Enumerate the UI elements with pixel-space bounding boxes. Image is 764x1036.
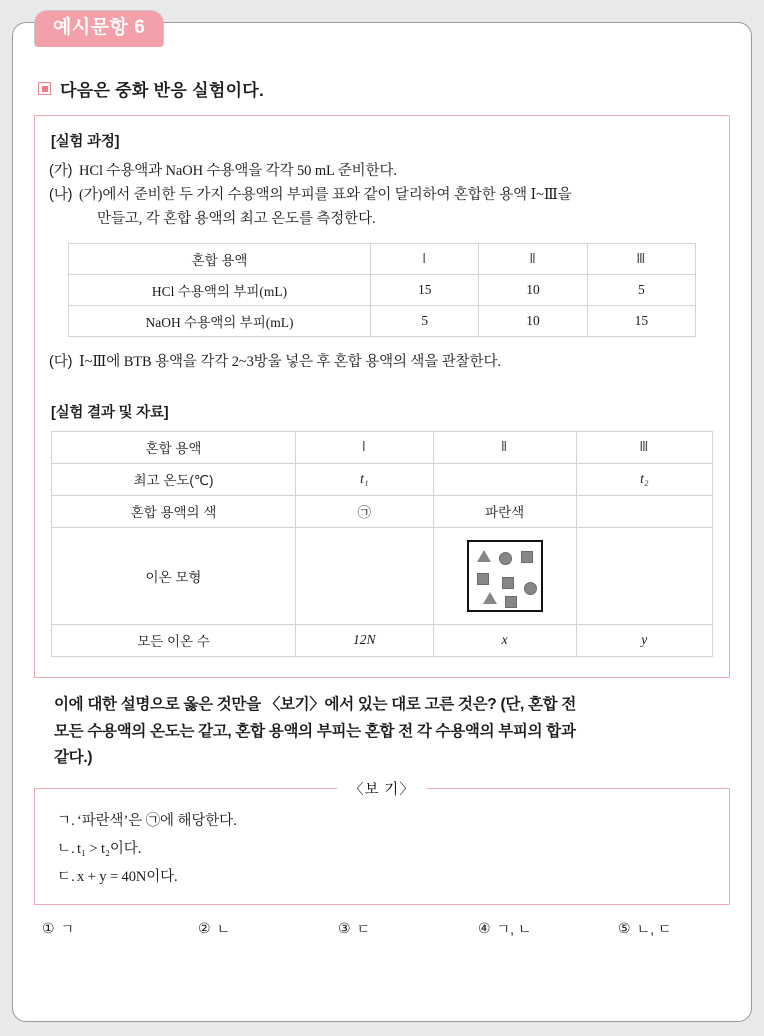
square-ion-icon [502, 577, 514, 589]
step-text-na-cont: 만들고, 각 혼합 용액의 최고 온도를 측정한다. [97, 210, 376, 227]
volume-table-col-3: Ⅲ [587, 244, 695, 275]
bogi-item-1 [57, 807, 719, 835]
total-ions-3: y [576, 624, 712, 656]
step-text-na: (가)에서 준비한 두 가지 수용액의 부피를 표와 같이 달리하여 혼합한 용액 Ⅰ~Ⅲ을 [79, 187, 572, 204]
bogi-mark-2: ㄴ. [57, 841, 75, 858]
solution-color-2: 파란색 [433, 495, 576, 527]
max-temp-2 [433, 463, 576, 495]
results-col-2: Ⅱ [433, 431, 576, 463]
stem-text: 다음은 중화 반응 실험이다. [60, 81, 265, 100]
naoh-volume-3: 15 [587, 306, 695, 337]
answer-choice-5[interactable] [618, 919, 671, 939]
bogi-box [34, 781, 730, 905]
bogi-item-2 [57, 835, 719, 863]
table-row [52, 463, 713, 495]
procedure-step-da [49, 351, 715, 374]
volume-table-col-2: Ⅱ [479, 244, 587, 275]
answer-number-3: ③ [338, 920, 351, 937]
answer-number-5: ⑤ [618, 920, 631, 937]
answer-choice-2[interactable] [198, 919, 338, 939]
naoh-volume-2: 10 [479, 306, 587, 337]
bogi-text-2: t₁ > t₂이다. [77, 841, 142, 858]
table-row [69, 244, 696, 275]
max-temp-label: 최고 온도(℃) [52, 463, 296, 495]
table-row [52, 495, 713, 527]
procedure-title: [실험 과정] [51, 134, 120, 150]
experiment-box [34, 115, 730, 678]
volume-table [68, 243, 696, 337]
question-stem [38, 76, 732, 101]
total-ions-1: 12N [295, 624, 433, 656]
hcl-volume-2: 10 [479, 275, 587, 306]
question-prompt [54, 692, 726, 772]
results-col-3: Ⅲ [576, 431, 712, 463]
ion-model-label: 이온 모형 [52, 527, 296, 624]
bogi-mark-1: ㄱ. [57, 812, 75, 829]
procedure-step-ga [49, 160, 715, 183]
prompt-line-1: 이에 대한 설명으로 옳은 것만을 〈보기〉에서 있는 대로 고른 것은? (단, 혼합 전 [54, 695, 577, 713]
square-ion-icon [477, 573, 489, 585]
prompt-line-2: 모든 수용액의 온도는 같고, 혼합 용액의 부피는 혼합 전 각 수용액의 부피의 합과 [54, 722, 576, 740]
square-ion-icon [521, 551, 533, 563]
table-row [69, 306, 696, 337]
bullet-square-icon [38, 82, 51, 95]
bogi-text-3: x + y = 40N이다. [77, 869, 178, 886]
bogi-label: 〈보 기〉 [337, 778, 427, 799]
answer-text-1: ㄱ [60, 920, 75, 937]
answer-choice-1[interactable] [42, 919, 198, 939]
answer-choices [42, 919, 732, 939]
answer-choice-3[interactable] [338, 919, 478, 939]
solution-color-label: 혼합 용액의 색 [52, 495, 296, 527]
table-row [52, 431, 713, 463]
answer-text-5: ㄴ, ㄷ [636, 920, 672, 937]
answer-text-3: ㄷ [356, 920, 371, 937]
table-row [52, 527, 713, 624]
triangle-ion-icon [477, 550, 491, 562]
hcl-volume-label: HCl 수용액의 부피(mL) [69, 275, 371, 306]
step-label-ga: (가) [49, 163, 73, 179]
answer-choice-4[interactable] [478, 919, 618, 939]
total-ions-label: 모든 이온 수 [52, 624, 296, 656]
max-temp-1: t₁ [295, 463, 433, 495]
total-ions-2: x [433, 624, 576, 656]
naoh-volume-label: NaOH 수용액의 부피(mL) [69, 306, 371, 337]
answer-number-1: ① [42, 920, 55, 937]
results-header-label: 혼합 용액 [52, 431, 296, 463]
bogi-mark-3: ㄷ. [57, 869, 75, 886]
square-ion-icon [505, 596, 517, 608]
table-row [69, 275, 696, 306]
ion-model-cell-2 [433, 527, 576, 624]
max-temp-3: t₂ [576, 463, 712, 495]
procedure-step-na [49, 184, 715, 231]
results-table [51, 431, 713, 657]
answer-text-4: ㄱ, ㄴ [496, 920, 532, 937]
answer-text-2: ㄴ [216, 920, 231, 937]
results-col-1: Ⅰ [295, 431, 433, 463]
hcl-volume-3: 5 [587, 275, 695, 306]
solution-color-3 [576, 495, 712, 527]
solution-color-1: ㉠ [295, 495, 433, 527]
answer-number-4: ④ [478, 920, 491, 937]
ion-model-cell-1 [295, 527, 433, 624]
circle-ion-icon [524, 582, 537, 595]
ion-model-diagram [467, 540, 543, 612]
volume-table-header-label: 혼합 용액 [69, 244, 371, 275]
results-title: [실험 결과 및 자료] [51, 404, 169, 421]
naoh-volume-1: 5 [371, 306, 479, 337]
triangle-ion-icon [483, 592, 497, 604]
step-label-da: (다) [49, 354, 73, 371]
volume-table-col-1: Ⅰ [371, 244, 479, 275]
answer-number-2: ② [198, 920, 211, 937]
bogi-text-1: ‘파란색’은 ㉠에 해당한다. [77, 812, 237, 829]
step-text-ga: HCl 수용액과 NaOH 수용액을 각각 50 mL 준비한다. [79, 163, 397, 179]
question-tab: 예시문항 6 [34, 10, 164, 47]
page-content [12, 22, 752, 1022]
step-label-na: (나) [49, 187, 73, 204]
circle-ion-icon [499, 552, 512, 565]
ion-model-cell-3 [576, 527, 712, 624]
step-text-da: Ⅰ~Ⅲ에 BTB 용액을 각각 2~3방울 넣은 후 혼합 용액의 색을 관찰한다. [79, 354, 501, 371]
prompt-line-3: 같다.) [54, 749, 93, 767]
bogi-item-3 [57, 863, 719, 891]
table-row [52, 624, 713, 656]
hcl-volume-1: 15 [371, 275, 479, 306]
